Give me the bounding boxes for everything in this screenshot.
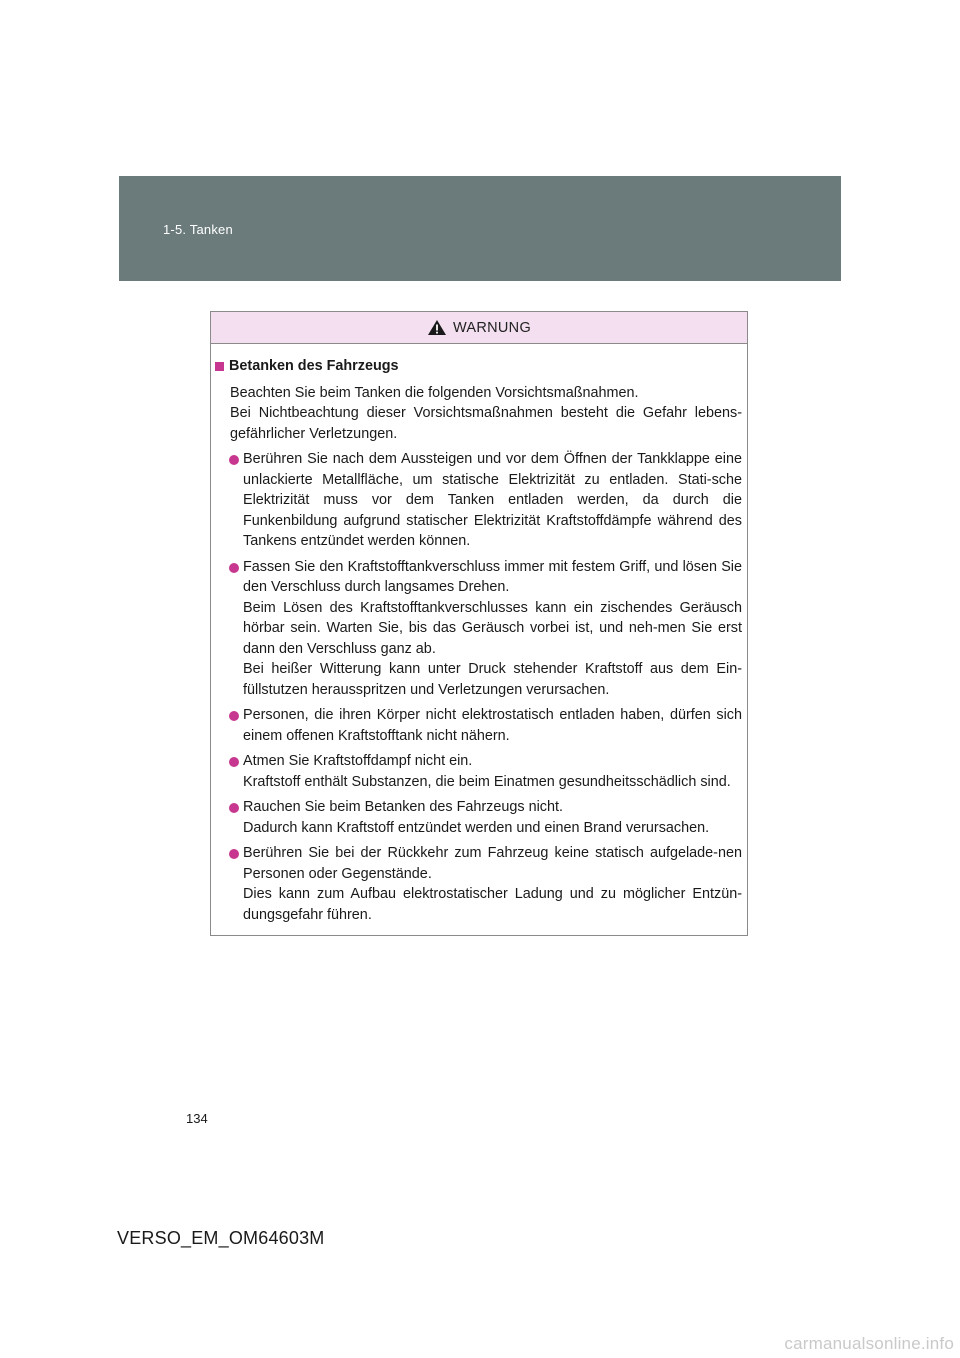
watermark-link[interactable]: carmanualsonline.info — [784, 1334, 954, 1353]
document-code: VERSO_EM_OM64603M — [117, 1228, 325, 1248]
round-bullet-icon — [229, 455, 239, 465]
list-item — [215, 557, 742, 701]
page-number: 134 — [186, 1111, 208, 1126]
list-item-text: Personen, die ihren Körper nicht elektrostatisch entladen haben, dürfen sich einem offenen Kraftstofftank nicht nähern. — [243, 707, 742, 744]
list-item-text: Dies kann zum Aufbau elektrostatischer Ladung und zu möglicher Entzün-dungsgefahr führen. — [243, 886, 742, 923]
intro-line: Beachten Sie beim Tanken die folgenden Vorsichtsmaßnahmen. — [230, 384, 639, 401]
subheading-text: Betanken des Fahrzeugs — [229, 358, 399, 374]
round-bullet-icon — [229, 563, 239, 573]
list-item-text: Bei heißer Witterung kann unter Druck stehender Kraftstoff aus dem Ein-füllstutzen herausspritzen und Verletzungen verursachen. — [243, 661, 742, 698]
list-item-text: Kraftstoff enthält Substanzen, die beim Einatmen gesundheitsschädlich sind. — [243, 773, 731, 790]
list-item — [215, 705, 742, 746]
list-item-text: Berühren Sie bei der Rückkehr zum Fahrzeug keine statisch aufgelade-nen Personen oder Gegenstände. — [243, 845, 742, 882]
round-bullet-icon — [229, 803, 239, 813]
list-item — [215, 449, 742, 552]
precaution-list — [215, 449, 742, 925]
intro-line: Bei Nichtbeachtung dieser Vorsichtsmaßnahmen besteht die Gefahr lebens-gefährlicher Verletzungen. — [230, 405, 742, 442]
list-item-text: Rauchen Sie beim Betanken des Fahrzeugs nicht. — [243, 799, 563, 815]
round-bullet-icon — [229, 711, 239, 721]
list-item-text: Fassen Sie den Kraftstofftankverschluss immer mit festem Griff, und lösen Sie den Verschluss durch langsames Drehen. — [243, 558, 742, 595]
list-item-text: Atmen Sie Kraftstoffdampf nicht ein. — [243, 753, 473, 769]
list-item — [215, 797, 742, 838]
header-band — [119, 176, 841, 281]
square-bullet-icon — [215, 362, 224, 371]
warning-triangle-icon — [427, 319, 447, 336]
warning-header — [211, 312, 747, 344]
intro-text — [230, 383, 742, 445]
list-item-text: Dadurch kann Kraftstoff entzündet werden und einen Brand verursachen. — [243, 819, 710, 836]
warning-subheading — [215, 356, 742, 377]
warning-title: WARNUNG — [452, 319, 532, 336]
list-item — [215, 843, 742, 925]
warning-box — [210, 311, 748, 936]
round-bullet-icon — [229, 757, 239, 767]
round-bullet-icon — [229, 849, 239, 859]
list-item-text: Berühren Sie nach dem Aussteigen und vor dem Öffnen der Tankklappe eine unlackierte Metallfläche, um statische Elektrizität zu entladen. Stati-sche Elektrizität muss vor dem Tanken entladen werden, da durch die Funkenbildung aufgrund statischer Elektrizität Kraftstoffdämpfe während des Tankens entzündet werden können. — [243, 451, 742, 549]
list-item — [215, 751, 742, 792]
section-label: 1-5. Tanken — [163, 222, 233, 237]
warning-body — [211, 344, 747, 925]
list-item-text: Beim Lösen des Kraftstofftankverschlusses kann ein zischendes Geräusch hörbar sein. Warten Sie, bis das Geräusch vorbei ist, und neh-men Sie erst dann den Verschluss ganz ab. — [243, 599, 742, 657]
